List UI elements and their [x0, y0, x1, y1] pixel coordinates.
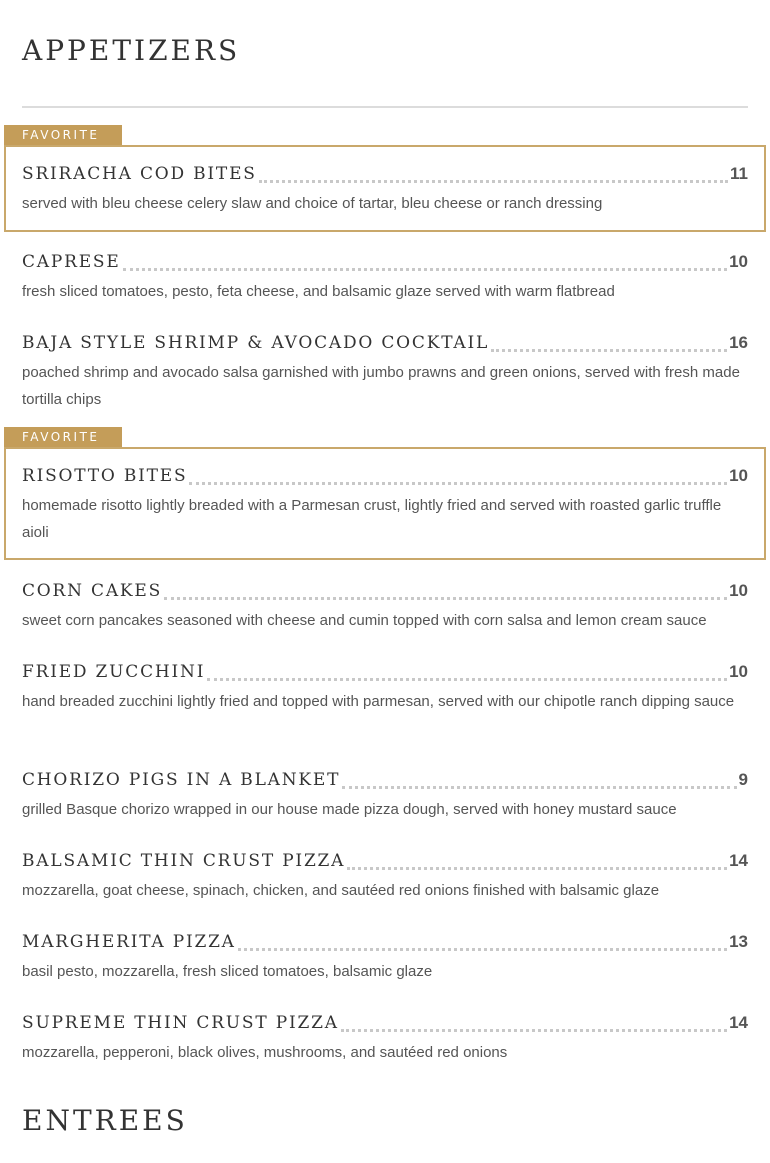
- item-name: CHORIZO PIGS IN A BLANKET: [22, 770, 341, 790]
- dot-leader: [238, 948, 727, 951]
- item-price: 13: [729, 932, 748, 951]
- item-description: served with bleu cheese celery slaw and choice of tartar, bleu cheese or ranch dressing: [22, 195, 603, 212]
- menu-item: [22, 581, 748, 634]
- dot-leader: [342, 786, 736, 789]
- item-description: sweet corn pancakes seasoned with cheese and cumin topped with corn salsa and lemon cream sauce: [22, 612, 707, 629]
- item-price: 14: [729, 851, 748, 870]
- item-name: CAPRESE: [22, 252, 121, 272]
- item-description: basil pesto, mozzarella, fresh sliced tomatoes, balsamic glaze: [22, 963, 433, 980]
- item-description: grilled Basque chorizo wrapped in our house made pizza dough, served with honey mustard sauce: [22, 801, 677, 818]
- dot-leader: [189, 482, 727, 485]
- item-name: MARGHERITA PIZZA: [22, 932, 236, 952]
- item-price: 11: [730, 164, 748, 183]
- menu-item: [22, 662, 748, 715]
- menu-item: [4, 447, 766, 560]
- menu-item: [22, 1013, 748, 1066]
- menu-item: [22, 252, 748, 305]
- item-name: SUPREME THIN CRUST PIZZA: [22, 1013, 339, 1033]
- item-description: fresh sliced tomatoes, pesto, feta cheese, and balsamic glaze served with warm flatbread: [22, 283, 615, 300]
- item-price: 14: [729, 1013, 748, 1032]
- section-divider: [22, 106, 748, 108]
- item-price: 10: [729, 466, 748, 485]
- menu-item: [22, 333, 748, 413]
- dot-leader: [347, 867, 727, 870]
- item-description: mozzarella, goat cheese, spinach, chicken, and sautéed red onions finished with balsamic glaze: [22, 882, 660, 899]
- dot-leader: [341, 1029, 727, 1032]
- item-price: 10: [729, 662, 748, 681]
- section-title-appetizers: APPETIZERS: [22, 34, 241, 67]
- favorite-badge: FAVORITE: [4, 125, 122, 146]
- dot-leader: [207, 678, 727, 681]
- menu-item: [22, 770, 748, 823]
- favorite-badge: FAVORITE: [4, 427, 122, 448]
- dot-leader: [123, 268, 727, 271]
- item-price: 10: [729, 581, 748, 600]
- item-price: 10: [729, 252, 748, 271]
- menu-item: [22, 851, 748, 904]
- dot-leader: [259, 180, 728, 183]
- item-name: FRIED ZUCCHINI: [22, 662, 206, 682]
- item-description: homemade risotto lightly breaded with a Parmesan crust, lightly fried and served with roasted garlic truffle aioli: [22, 497, 722, 541]
- item-name: BAJA STYLE SHRIMP & AVOCADO COCKTAIL: [22, 333, 490, 353]
- item-description: poached shrimp and avocado salsa garnished with jumbo prawns and green onions, served with fresh made tortilla chips: [22, 364, 740, 408]
- item-name: RISOTTO BITES: [22, 466, 188, 486]
- dot-leader: [491, 349, 727, 352]
- item-price: 16: [729, 333, 748, 352]
- menu-item: [22, 932, 748, 985]
- item-description: mozzarella, pepperoni, black olives, mushrooms, and sautéed red onions: [22, 1044, 508, 1061]
- item-name: SRIRACHA COD BITES: [22, 164, 257, 184]
- dot-leader: [164, 597, 727, 600]
- item-name: BALSAMIC THIN CRUST PIZZA: [22, 851, 346, 871]
- item-description: hand breaded zucchini lightly fried and topped with parmesan, served with our chipotle ranch dipping sauce: [22, 693, 735, 710]
- item-price: 9: [738, 770, 748, 789]
- menu-item: [4, 145, 766, 232]
- section-title-entrees: ENTREES: [22, 1104, 188, 1137]
- item-name: CORN CAKES: [22, 581, 163, 601]
